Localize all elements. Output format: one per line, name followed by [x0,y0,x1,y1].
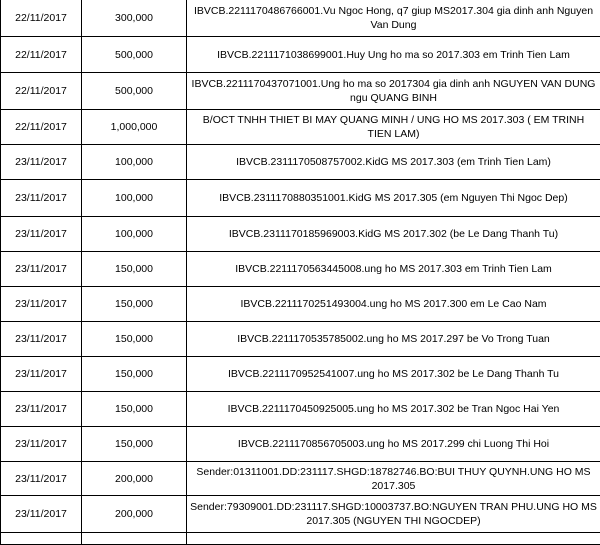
description-cell: Sender:79309001.DD:231117.SHGD:10003737.BO:NGUYEN TRAN PHU.UNG HO MS 2017.305 (NGUYEN THI NGOCDEP) [187,496,600,533]
description-cell [187,533,600,545]
amount-cell: 200,000 [82,496,187,533]
amount-cell: 150,000 [82,427,187,462]
description-cell: IBVCB.2211170563445008.ung ho MS 2017.303 em Trinh Tien Lam [187,252,600,287]
description-cell: Sender:01311001.DD:231117.SHGD:18782746.BO:BUI THUY QUYNH.UNG HO MS 2017.305 [187,462,600,496]
amount-cell: 150,000 [82,392,187,427]
description-cell: IBVCB.2211170535785002.ung ho MS 2017.297 be Vo Trong Tuan [187,322,600,357]
table-row [1,0,600,37]
date-cell: 23/11/2017 [1,180,82,217]
amount-cell: 150,000 [82,322,187,357]
amount-cell: 300,000 [82,0,187,37]
date-cell: 22/11/2017 [1,37,82,73]
table-row [1,287,600,322]
date-cell: 23/11/2017 [1,427,82,462]
description-cell: IBVCB.2211170952541007.ung ho MS 2017.302 be Le Dang Thanh Tu [187,357,600,392]
description-cell: IBVCB.2311170185969003.KidG MS 2017.302 (be Le Dang Thanh Tu) [187,217,600,252]
date-cell: 22/11/2017 [1,73,82,110]
table-row [1,322,600,357]
date-cell: 23/11/2017 [1,252,82,287]
table-row [1,462,600,496]
amount-cell: 150,000 [82,357,187,392]
amount-cell: 100,000 [82,217,187,252]
date-cell: 23/11/2017 [1,496,82,533]
description-cell: B/OCT TNHH THIET BI MAY QUANG MINH / UNG HO MS 2017.303 ( EM TRINH TIEN LAM) [187,110,600,145]
table-row [1,357,600,392]
description-cell: IBVCB.2211171038699001.Huy Ung ho ma so 2017.303 em Trinh Tien Lam [187,37,600,73]
description-cell: IBVCB.2211170856705003.ung ho MS 2017.299 chi Luong Thi Hoi [187,427,600,462]
table-row [1,217,600,252]
amount-cell: 100,000 [82,180,187,217]
table-row [1,392,600,427]
amount-cell: 500,000 [82,37,187,73]
table-row [1,180,600,217]
table-row [1,73,600,110]
date-cell: 23/11/2017 [1,145,82,180]
amount-cell: 1,000,000 [82,110,187,145]
date-cell [1,533,82,545]
description-cell: IBVCB.2211170251493004.ung ho MS 2017.300 em Le Cao Nam [187,287,600,322]
table-row [1,110,600,145]
date-cell: 23/11/2017 [1,217,82,252]
date-cell: 23/11/2017 [1,287,82,322]
description-cell: IBVCB.2211170437071001.Ung ho ma so 2017304 gia dinh anh NGUYEN VAN DUNG ngu QUANG BINH [187,73,600,110]
amount-cell: 500,000 [82,73,187,110]
description-cell: IBVCB.2311170508757002.KidG MS 2017.303 (em Trinh Tien Lam) [187,145,600,180]
description-cell: IBVCB.2211170486766001.Vu Ngoc Hong, q7 giup MS2017.304 gia dinh anh Nguyen Van Dung [187,0,600,37]
amount-cell: 100,000 [82,145,187,180]
table-row [1,427,600,462]
date-cell: 23/11/2017 [1,462,82,496]
table-row [1,145,600,180]
date-cell: 23/11/2017 [1,357,82,392]
date-cell: 22/11/2017 [1,0,82,37]
description-cell: IBVCB.2211170450925005.ung ho MS 2017.302 be Tran Ngoc Hai Yen [187,392,600,427]
table-row [1,496,600,533]
date-cell: 22/11/2017 [1,110,82,145]
amount-cell: 200,000 [82,462,187,496]
table-row [1,37,600,73]
table-row [1,533,600,545]
date-cell: 23/11/2017 [1,392,82,427]
amount-cell [82,533,187,545]
amount-cell: 150,000 [82,287,187,322]
description-cell: IBVCB.2311170880351001.KidG MS 2017.305 (em Nguyen Thi Ngoc Dep) [187,180,600,217]
table-row [1,252,600,287]
date-cell: 23/11/2017 [1,322,82,357]
amount-cell: 150,000 [82,252,187,287]
